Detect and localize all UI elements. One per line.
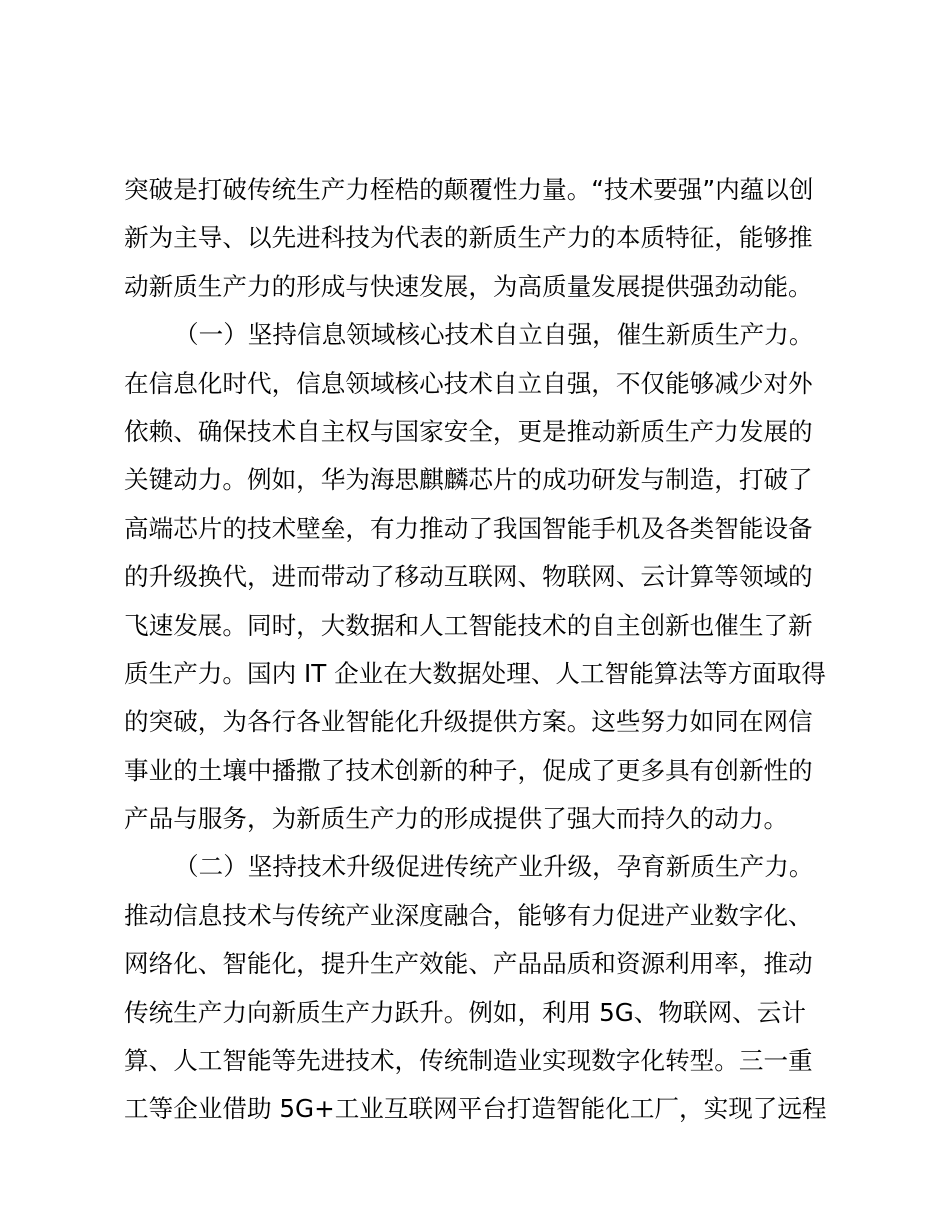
text-line: 动新质生产力的形成与快速发展，为高质量发展提供强劲动能。 <box>124 271 813 301</box>
document-body <box>124 166 844 1134</box>
text-line: 高端芯片的技术壁垒，有力推动了我国智能手机及各类智能设备 <box>124 513 813 543</box>
text-line: 质生产力。国内 IT 企业在大数据处理、人工智能算法等方面取得 <box>124 658 826 688</box>
text-line: 工等企业借助 5G+工业互联网平台打造智能化工厂，实现了远程 <box>124 1094 827 1124</box>
text-line: 算、人工智能等先进技术，传统制造业实现数字化转型。三一重 <box>124 1046 813 1076</box>
text-line: 产品与服务，为新质生产力的形成提供了强大而持久的动力。 <box>124 804 789 834</box>
text-line: 新为主导、以先进科技为代表的新质生产力的本质特征，能够推 <box>124 223 813 253</box>
section-heading-1: （一）坚持信息领域核心技术自立自强，催生新质生产力。 <box>174 320 814 350</box>
text-line: 传统生产力向新质生产力跃升。例如，利用 5G、物联网、云计 <box>124 997 806 1027</box>
text-line: 的突破，为各行各业智能化升级提供方案。这些努力如同在网信 <box>124 707 813 737</box>
text-line: 飞速发展。同时，大数据和人工智能技术的自主创新也催生了新 <box>124 610 813 640</box>
text-line: 事业的土壤中播撒了技术创新的种子，促成了更多具有创新性的 <box>124 755 813 785</box>
text-line: 关键动力。例如，华为海思麒麟芯片的成功研发与制造，打破了 <box>124 465 813 495</box>
section-heading-2: （二）坚持技术升级促进传统产业升级，孕育新质生产力。 <box>174 852 814 882</box>
text-line: 的升级换代，进而带动了移动互联网、物联网、云计算等领域的 <box>124 562 813 592</box>
text-line: 突破是打破传统生产力桎梏的颠覆性力量。“技术要强”内蕴以创 <box>124 175 814 204</box>
text-line: 网络化、智能化，提升生产效能、产品品质和资源利用率，推动 <box>124 949 813 979</box>
text-line: 依赖、确保技术自主权与国家安全，更是推动新质生产力发展的 <box>124 416 813 446</box>
text-line: 在信息化时代，信息领域核心技术自立自强，不仅能够减少对外 <box>124 368 813 398</box>
text-line: 推动信息技术与传统产业深度融合，能够有力促进产业数字化、 <box>124 900 813 930</box>
